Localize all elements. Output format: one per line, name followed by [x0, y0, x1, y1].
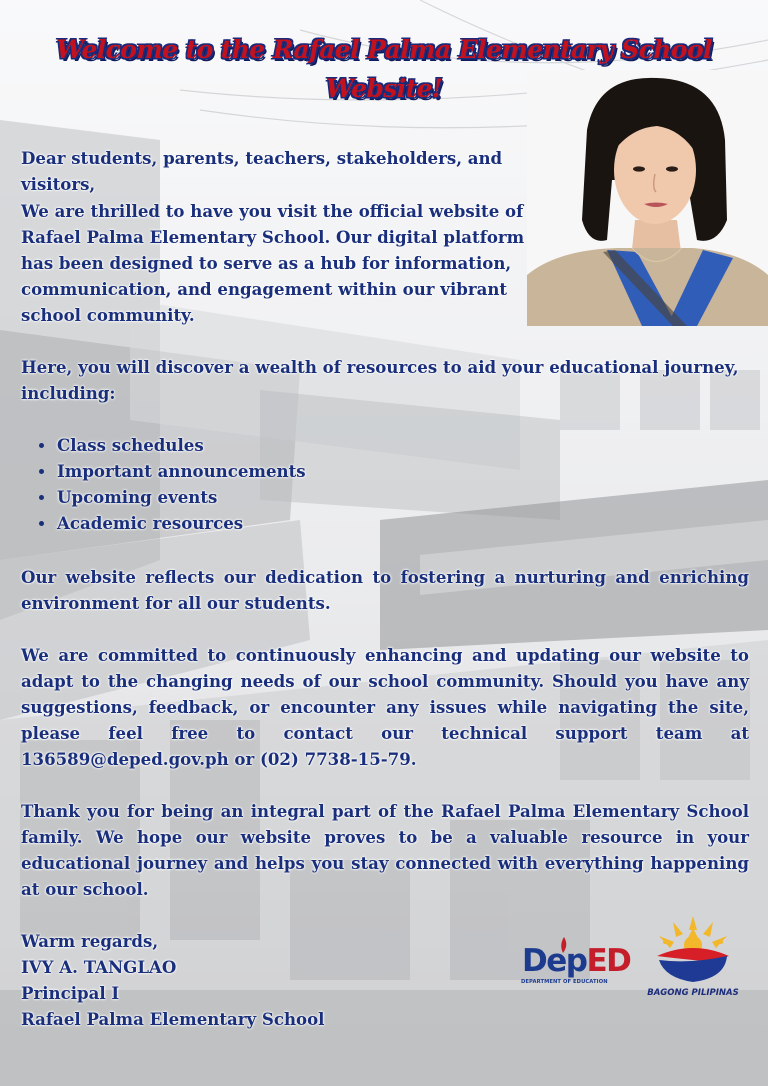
deped-subtitle: DEPARTMENT OF EDUCATION: [521, 979, 608, 985]
deped-word-dep: Dep: [522, 943, 587, 979]
principal-photo: [527, 70, 768, 326]
signoff-block: [21, 928, 421, 1032]
resources-paragraph: Here, you will discover a wealth of resources to aid your educational journey, including:: [21, 357, 739, 403]
signoff-school: Rafael Palma Elementary School: [21, 1009, 325, 1029]
page-title-line1: Welcome to the Rafael Palma Elementary School: [56, 35, 712, 64]
greeting-line: Dear students, parents, teachers, stakeholders, and visitors,: [21, 148, 503, 194]
principal-portrait: [527, 70, 768, 326]
thanks-paragraph: Thank you for being an integral part of the Rafael Palma Elementary School family. We hope our website proves to be a valuable resource in your educational journey and helps you stay connected with everything happening at our school.: [21, 801, 749, 899]
list-item: Upcoming events: [57, 484, 306, 510]
deped-wordmark: [522, 943, 630, 979]
dedication-paragraph: Our website reflects our dedication to fostering a nurturing and enriching environment for all our students.: [21, 567, 749, 613]
intro-paragraph: We are thrilled to have you visit the official website of Rafael Palma Elementary School. Our digital platform has been designed to serve as a hub for information, communication, and engagement within our vibrant school community.: [21, 201, 525, 325]
signoff-position: Principal I: [21, 983, 120, 1003]
list-item: Important announcements: [57, 458, 306, 484]
bagong-pilipinas-emblem: [643, 912, 743, 988]
commitment-paragraph: We are committed to continuously enhancing and updating our website to adapt to the changing needs of our school community. Should you have any suggestions, feedback, or encounter any issues while navigating the site, please feel free to contact our technical support team at 136589@deped.gov.ph or (02) 7738-15-79.: [21, 645, 749, 769]
deped-logo: [519, 935, 631, 993]
signoff-name: IVY A. TANGLAO: [21, 957, 177, 977]
list-item: Academic resources: [57, 510, 306, 536]
list-item: Class schedules: [57, 432, 306, 458]
bagong-pilipinas-logo: [643, 912, 743, 1000]
bagong-pilipinas-label: BAGONG PILIPINAS: [647, 988, 739, 998]
resource-list: [21, 432, 306, 536]
deped-word-ed: ED: [586, 943, 631, 979]
page-title-line2: Website!: [325, 74, 443, 103]
signoff-closing: Warm regards,: [21, 931, 159, 951]
